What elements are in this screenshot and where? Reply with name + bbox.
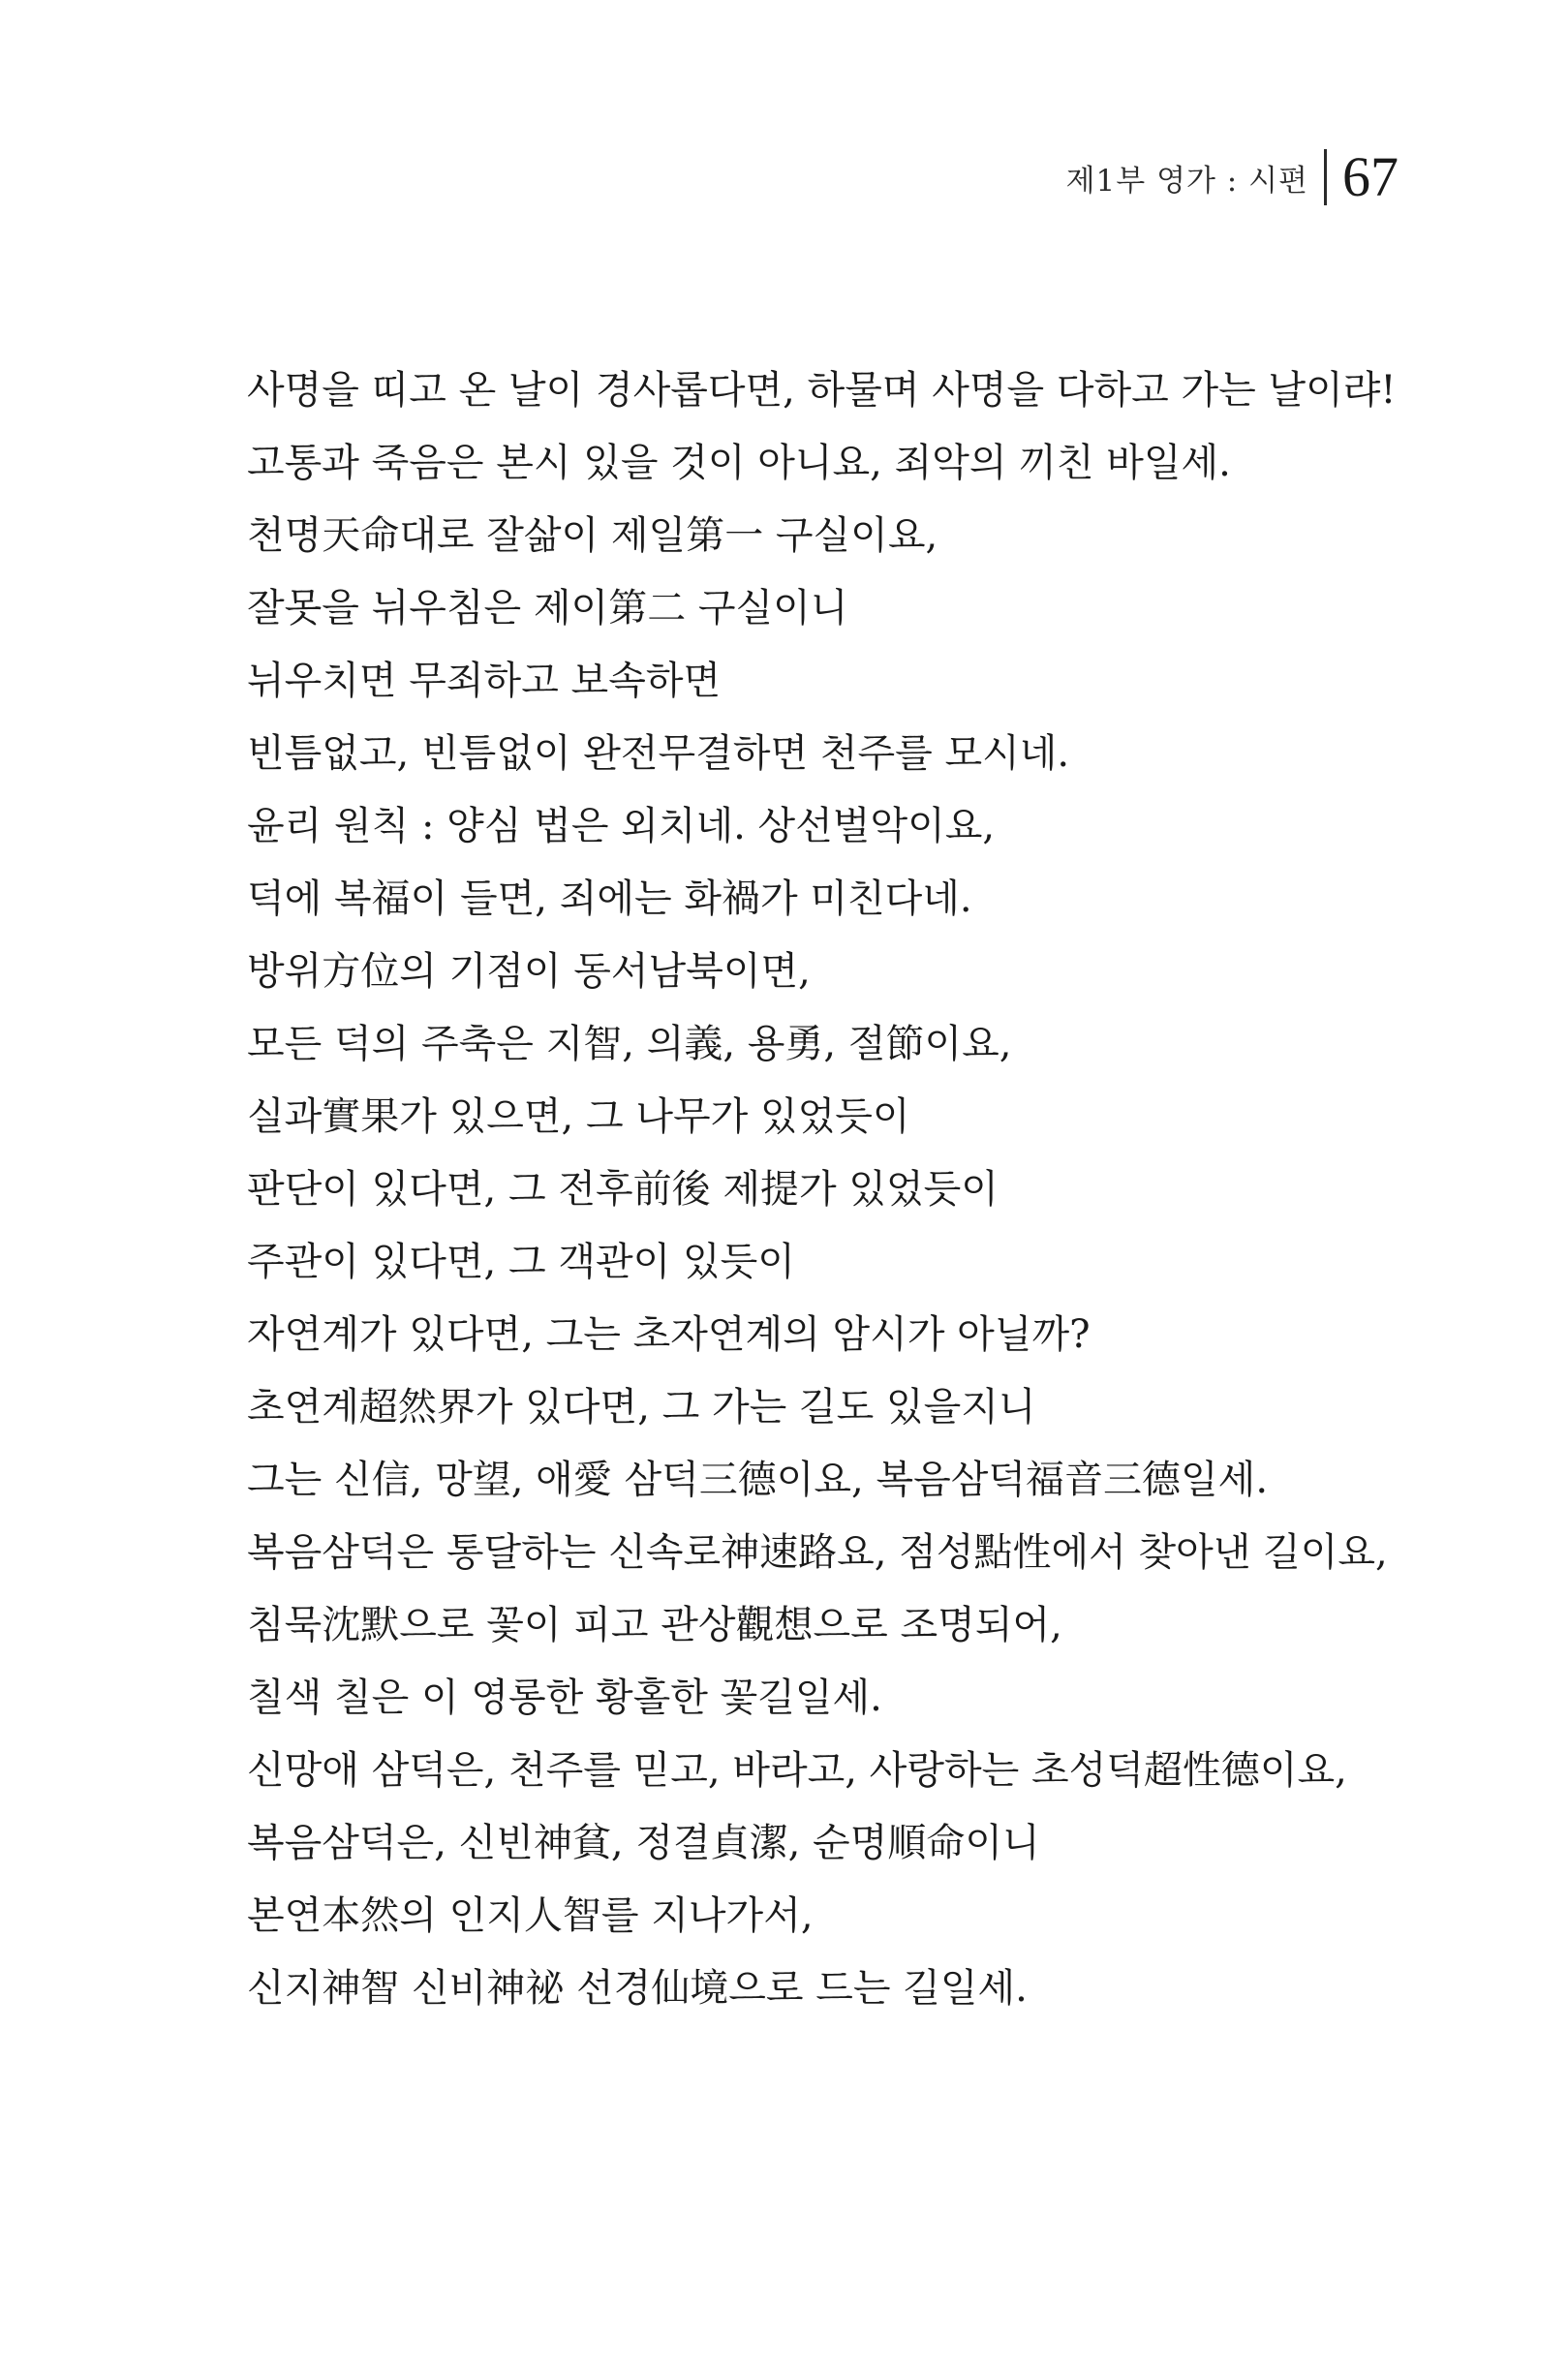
- poem-line: 빈틈없고, 빈틈없이 완전무결하면 천주를 모시네.: [247, 731, 1070, 776]
- poem-line: 천명天命대로 잘삶이 제일第一 구실이요,: [247, 513, 938, 558]
- poem-line: 초연계超然界가 있다면, 그 가는 길도 있을지니: [247, 1385, 1036, 1430]
- header-divider: [1324, 149, 1327, 205]
- poem-line: 복음삼덕은, 신빈神貧, 정결貞潔, 순명順命이니: [247, 1821, 1040, 1865]
- poem-line: 판단이 있다면, 그 전후前後 제提가 있었듯이: [247, 1167, 999, 1212]
- poem-line: 신지神智 신비神祕 선경仙境으로 드는 길일세.: [247, 1966, 1028, 2011]
- section-title: 제1부 영가 : 시편: [1065, 163, 1308, 199]
- poem-line: 잘못을 뉘우침은 제이第二 구실이니: [247, 586, 848, 630]
- poem-line: 뉘우치면 무죄하고 보속하면: [247, 659, 722, 703]
- poem-line: 본연本然의 인지人智를 지나가서,: [247, 1893, 814, 1938]
- poem-body: [247, 354, 1409, 2025]
- poem-line: 방위方位의 기점이 동서남북이면,: [247, 949, 811, 994]
- poem-line: 복음삼덕은 통달하는 신속로神速路요, 점성點性에서 찾아낸 길이요,: [247, 1530, 1388, 1575]
- poem-line: 주관이 있다면, 그 객관이 있듯이: [247, 1240, 795, 1284]
- page-number: 67: [1342, 145, 1399, 208]
- poem-line: 모든 덕의 주축은 지智, 의義, 용勇, 절節이요,: [247, 1022, 1012, 1066]
- poem-line: 사명을 띠고 온 날이 경사롭다면, 하물며 사명을 다하고 가는 날이랴!: [247, 368, 1397, 413]
- poem-line: 자연계가 있다면, 그는 초자연계의 암시가 아닐까?: [247, 1312, 1091, 1357]
- poem-line: 칠색 칠은 이 영롱한 황홀한 꽃길일세.: [247, 1676, 882, 1720]
- poem-line: 침묵沈默으로 꽃이 피고 관상觀想으로 조명되어,: [247, 1603, 1062, 1647]
- poem-line: 실과實果가 있으면, 그 나무가 있었듯이: [247, 1094, 910, 1139]
- poem-line: 덕에 복福이 들면, 죄에는 화禍가 미친다네.: [247, 876, 972, 921]
- poem-line: 신망애 삼덕은, 천주를 믿고, 바라고, 사랑하는 초성덕超性德이요,: [247, 1748, 1347, 1793]
- poem-line: 그는 신信, 망望, 애愛 삼덕三德이요, 복음삼덕福音三德일세.: [247, 1458, 1269, 1502]
- running-header: [1066, 143, 1399, 211]
- poem-line: 고통과 죽음은 본시 있을 것이 아니요, 죄악의 끼친 바일세.: [247, 441, 1231, 485]
- poem-line: 윤리 원칙 : 양심 법은 외치네. 상선벌악이요,: [247, 804, 996, 848]
